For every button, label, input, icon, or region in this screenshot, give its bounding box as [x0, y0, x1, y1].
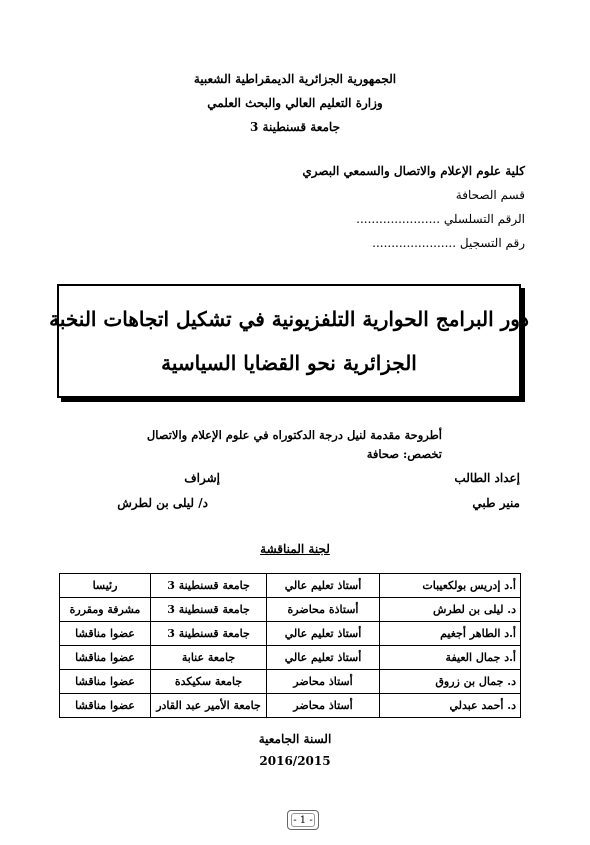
- degree-statement: أطروحة مقدمة لنيل درجة الدكتوراه في علوم الإعلام والاتصال: [146, 428, 442, 442]
- member-rank: أستاذ تعليم عالي: [267, 646, 380, 670]
- ministry-line: وزارة التعليم العالي والبحث العلمي: [207, 96, 383, 110]
- member-rank: أستاذة محاضرة: [267, 598, 380, 622]
- university-line: جامعة قسنطينة 3: [249, 120, 341, 134]
- committee-table: [59, 573, 521, 718]
- page-number: [287, 810, 319, 830]
- student-name: منير طبي: [472, 496, 520, 510]
- member-rank: أستاذ تعليم عالي: [267, 574, 380, 598]
- member-university: جامعة قسنطينة 3: [151, 574, 267, 598]
- member-role: عضوا مناقشا: [60, 694, 151, 718]
- member-name: أ.د جمال العيفة: [380, 646, 521, 670]
- registration-number-value: ......................: [372, 236, 457, 250]
- member-role: عضوا مناقشا: [60, 622, 151, 646]
- member-name: د. ليلى بن لطرش: [380, 598, 521, 622]
- table-row: [60, 694, 521, 718]
- member-name: د. أحمد عبدلي: [380, 694, 521, 718]
- faculty-name: كلية علوم الإعلام والاتصال والسمعي البصري: [302, 164, 525, 178]
- member-role: مشرفة ومقررة: [60, 598, 151, 622]
- thesis-title-box: [49, 284, 529, 398]
- academic-year-label: السنة الجامعية: [258, 732, 332, 746]
- registration-number-row: [372, 236, 525, 250]
- student-label: إعداد الطالب: [454, 471, 520, 485]
- specialization: تخصص: صحافة: [366, 447, 442, 461]
- member-role: عضوا مناقشا: [60, 646, 151, 670]
- member-name: أ.د إدريس بولكعيبات: [380, 574, 521, 598]
- member-university: جامعة عنابة: [151, 646, 267, 670]
- table-row: [60, 598, 521, 622]
- member-university: جامعة قسنطينة 3: [151, 622, 267, 646]
- serial-number-row: [356, 212, 525, 226]
- member-role: رئيسا: [60, 574, 151, 598]
- page-number-text: - 1 -: [293, 814, 313, 826]
- serial-number-value: ......................: [356, 212, 441, 226]
- academic-year: 2016/2015: [259, 754, 331, 768]
- table-row: [60, 574, 521, 598]
- registration-number-label: رقم التسجيل: [459, 236, 525, 250]
- thesis-title-line-2: الجزائرية نحو القضايا السياسية: [161, 351, 417, 375]
- member-university: جامعة قسنطينة 3: [151, 598, 267, 622]
- member-role: عضوا مناقشا: [60, 670, 151, 694]
- member-name: أ.د الطاهر أجغيم: [380, 622, 521, 646]
- republic-line: الجمهورية الجزائرية الديمقراطية الشعبية: [193, 72, 397, 86]
- supervisor-label: إشراف: [184, 471, 220, 485]
- serial-number-label: الرقم التسلسلي: [443, 212, 525, 226]
- department-name: قسم الصحافة: [455, 188, 525, 202]
- table-row: [60, 670, 521, 694]
- supervisor-name: د/ ليلى بن لطرش: [117, 496, 208, 510]
- table-row: [60, 646, 521, 670]
- member-rank: أستاذ تعليم عالي: [267, 622, 380, 646]
- member-rank: أستاذ محاضر: [267, 670, 380, 694]
- committee-title: لجنة المناقشة: [260, 542, 330, 556]
- member-university: جامعة سكيكدة: [151, 670, 267, 694]
- thesis-title-line-1: دور البرامج الحوارية التلفزيونية في تشكيل اتجاهات النخبة: [49, 307, 529, 331]
- member-name: د. جمال بن زروق: [380, 670, 521, 694]
- member-university: جامعة الأمير عبد القادر: [151, 694, 267, 718]
- member-rank: أستاذ محاضر: [267, 694, 380, 718]
- table-row: [60, 622, 521, 646]
